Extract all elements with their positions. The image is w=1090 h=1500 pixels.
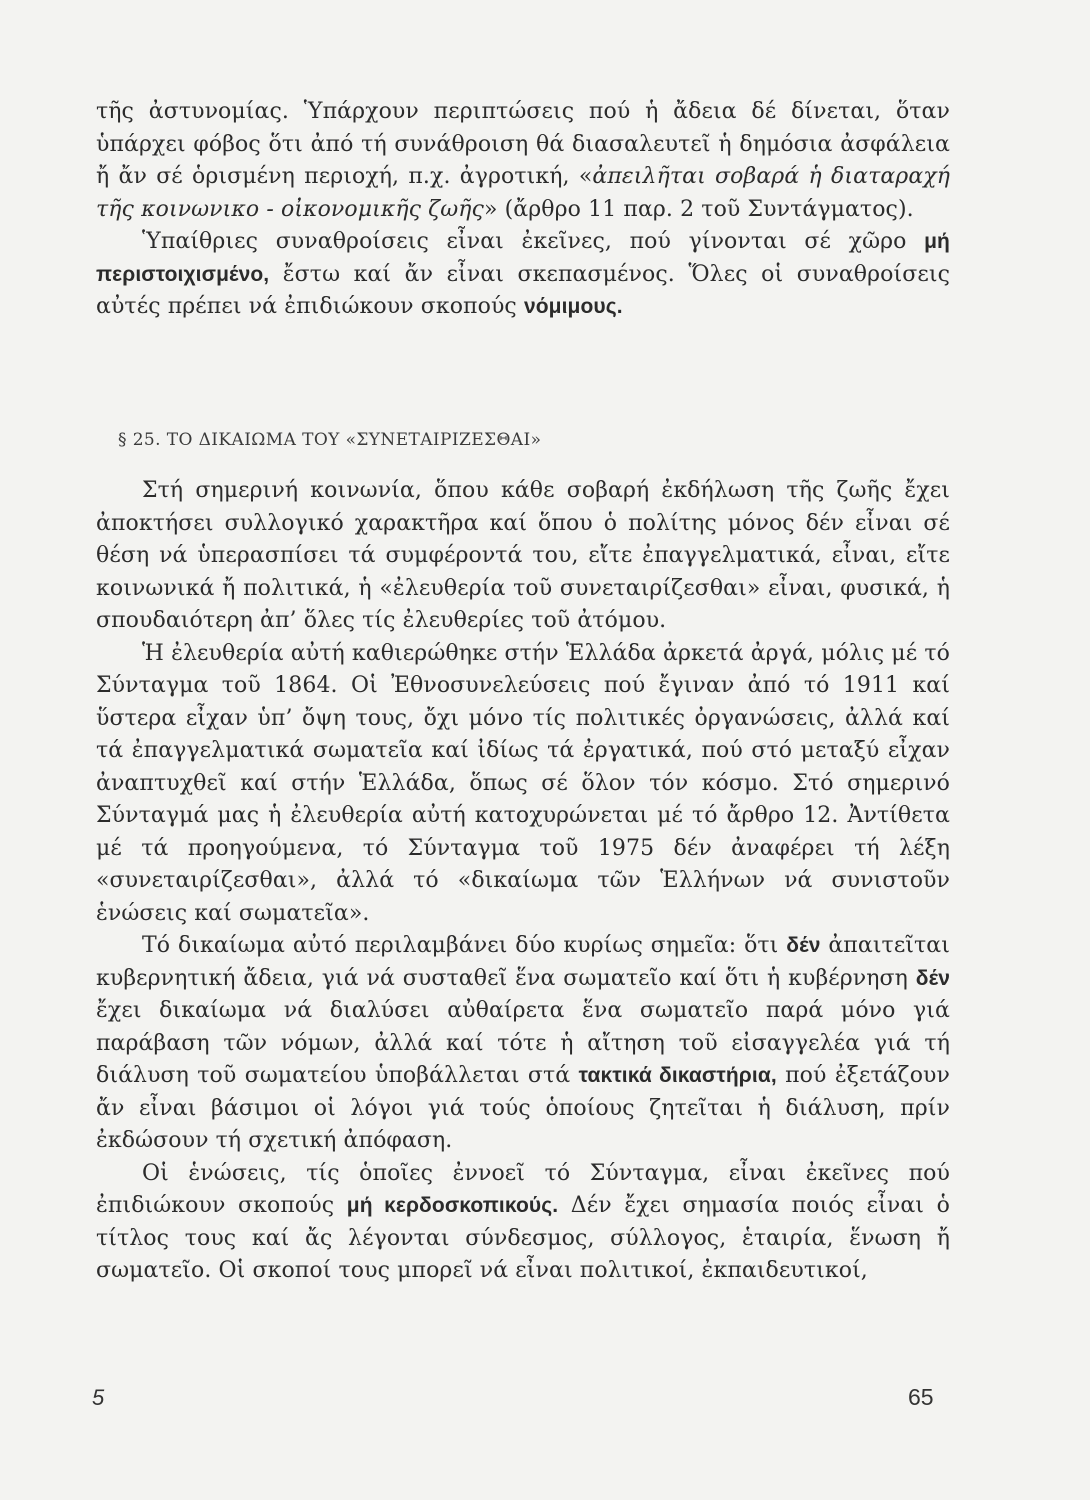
text-run-bold: μή περιστοιχισμένο, (96, 230, 950, 286)
text-run-bold: νόμιμους. (523, 295, 623, 318)
section-heading: § 25. ΤΟ ΔΙΚΑΙΩΜΑ ΤΟΥ «ΣΥΝΕΤΑΙΡΙΖΕΣΘΑΙ» (118, 430, 542, 450)
text-run: Ἡ ἐλευθερία αὐτή καθιερώθηκε στήν Ἑλλάδα ἀρκετά ἀργά, μόλις μέ τό Σύνταγμα τοῦ 1864. Οἱ Ἐθνοσυνελεύσεις πού ἔγιναν ἀπό τό 1911 καί ὕστερα εἶχαν ὑπ’ ὄψη τους, ὄχι μόνο τίς πολιτικές ὀργανώσεις, ἀλλά καί τά ἐπαγγελματικά σωματεῖα καί ἰδίως τά ἐργατικά, πού στό μεταξύ εἶχαν ἀναπτυχθεῖ καί στήν Ἑλλάδα, ὅπως σέ ὅλον τόν κόσμο. Στό σημερινό Σύνταγμά μας ἡ ἐλευθερία αὐτή κατοχυρώνεται μέ τό ἄρθρο 12. Ἀντίθετα μέ τά προηγούμενα, τό Σύνταγμα τοῦ 1975 δέν ἀναφέρει τή λέξη «συνεταιρίζεσθαι», ἀλλά τό «δικαίωμα τῶν Ἑλλήνων νά συνιστοῦν ἑνώσεις καί σωματεῖα». (96, 640, 950, 926)
text-run: ἔστω καί ἄν εἶναι σκεπασμένος. Ὅλες οἱ συναθροίσεις αὐτές πρέπει νά ἐπιδιώκουν σκοπούς (96, 261, 950, 319)
text-run: » (ἄρθρο 11 παρ. 2 τοῦ Συντάγματος). (483, 196, 914, 222)
paragraph (96, 475, 950, 638)
text-run: τῆς ἀστυνομίας. Ὑπάρχουν περιπτώσεις πού ἡ ἄδεια δέ δίνεται, ὅταν ὑπάρχει φόβος ὅτι ἀπό τή συνάθροιση θά διασαλευτεῖ ἡ δημόσια ἀσφάλεια ἤ ἄν σέ ὁρισμένη περιοχή, π.χ. ἀγροτική, « (96, 99, 950, 189)
signature-mark: 5 (92, 1385, 105, 1410)
text-run: πού ἐξετάζουν ἄν εἶναι βάσιμοι οἱ λόγοι γιά τούς ὁποίους ζητεῖται ἡ διάλυση, πρίν ἐκδώσουν τή σχετική ἀπόφαση. (96, 1063, 950, 1153)
paragraph (96, 96, 950, 226)
text-run-bold: δέν (915, 966, 950, 990)
text-block-top (96, 96, 950, 324)
paragraph (96, 226, 950, 324)
text-run-bold: δέν (786, 934, 821, 957)
text-run: Στή σημερινή κοινωνία, ὅπου κάθε σοβαρή ἐκδήλωση τῆς ζωῆς ἔχει ἀποκτήσει συλλογικό χαρακτῆρα καί ὅπου ὁ πολίτης μόνος δέν εἶναι σέ θέση νά ὑπερασπίσει τά συμφέροντά του, εἴτε ἐπαγγελματικά, εἶναι, εἴτε κοινωνικά ἤ πολιτικά, ἡ «ἐλευθερία τοῦ συνεταιρίζεσθαι» εἶναι, φυσικά, ἡ σπουδαιότερη ἀπ’ ὅλες τίς ἐλευθερίες τοῦ ἀτόμου. (96, 478, 950, 633)
paragraph (96, 930, 950, 1158)
text-run-italic: ἀπειλῆται σοβαρά ἡ διαταραχή τῆς κοινωνικο - οἰκονομικῆς ζωῆς (96, 164, 951, 222)
page-number: 65 (908, 1384, 934, 1410)
text-run: ἀπαιτεῖται κυβερνητική ἄδεια, γιά νά συσταθεῖ ἕνα σωματεῖο καί ὅτι ἡ κυβέρνηση (96, 933, 950, 991)
text-run: Οἱ ἑνώσεις, τίς ὁποῖες ἐννοεῖ τό Σύνταγμα, εἶναι ἐκεῖνες πού ἐπιδιώκουν σκοπούς (96, 1160, 950, 1218)
text-run: Δέν ἔχει σημασία ποιός εἶναι ὁ τίτλος τους καί ἄς λέγονται σύνδεσμος, σύλλογος, ἑταιρία, ἕνωση ἤ σωματεῖο. Οἱ σκοποί τους μπορεῖ νά εἶναι πολιτικοί, ἐκπαιδευτικοί, (96, 1193, 950, 1283)
text-run: ἔχει δικαίωμα νά διαλύσει αὐθαίρετα ἕνα σωματεῖο παρά μόνο γιά παράβαση τῶν νόμων, ἀλλά καί τότε ἡ αἴτηση τοῦ εἰσαγγελέα γιά τή διάλυση τοῦ σωματείου ὑποβάλλεται στά (96, 998, 950, 1088)
text-block-main (96, 475, 950, 1288)
text-run: Ὑπαίθριες συναθροίσεις εἶναι ἐκεῖνες, πού γίνονται σέ χῶρο (142, 229, 925, 254)
text-run-bold: τακτικά δικαστήρια, (578, 1064, 777, 1087)
text-run: Τό δικαίωμα αὐτό περιλαμβάνει δύο κυρίως σημεῖα: ὅτι (142, 933, 787, 958)
paragraph (96, 1158, 950, 1288)
paragraph (96, 638, 950, 931)
text-run-bold: μή κερδοσκοπικούς. (346, 1194, 559, 1217)
